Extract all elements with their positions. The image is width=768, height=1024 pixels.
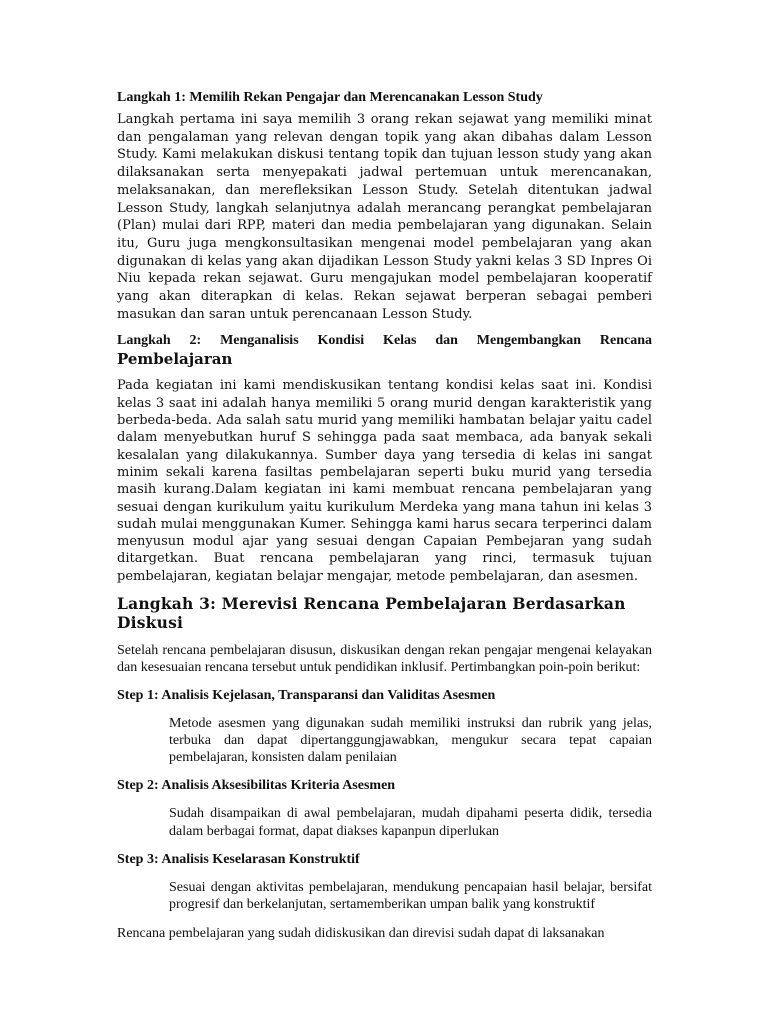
langkah-3-heading: Langkah 3: Merevisi Rencana Pembelajaran Berdasarkan Diskusi <box>117 594 626 632</box>
step-3-paragraph: Sesuai dengan aktivitas pembelajaran, mendukung pencapaian hasil belajar, bersifat progresif dan berkelanjutan, sertamemberikan umpan balik yang konstruktif <box>169 880 652 913</box>
document-body <box>117 88 652 942</box>
langkah-2-paragraph: Pada kegiatan ini kami mendiskusikan tentang kondisi kelas saat ini. Kondisi kelas 3 saat ini adalah hanya memiliki 5 orang murid dengan karakteristik yang berbeda-beda. Ada salah satu murid yang memiliki hambatan belajar yaitu cadel dalam menyebutkan huruf S sehingga pada saat membaca, ada banyak sekali kesalalan yang dilakukannya. Sumber daya yang tersedia di kelas ini sangat minim sekali karena fasiltas pembelajaran seperti buku murid yang tersedia masih kurang.Dalam kegiatan ini kami membuat rencana pembelajaran yang sesuai dengan kurikulum yaitu kurikulum Merdeka yang mana tahun ini kelas 3 sudah mulai menggunakan Kumer. Sehingga kami harus secara terperinci dalam menyusun modul ajar yang sesuai dengan Capaian Pembejaran yang sudah ditargetkan. Buat rencana pembelajaran yang rinci, termasuk tujuan pembelajaran, kegiatan belajar mengajar, metode pembelajaran, dan asesmen. <box>117 378 652 584</box>
closing-paragraph: Rencana pembelajaran yang sudah didiskusikan dan direvisi sudah dapat di laksanakan <box>117 925 605 941</box>
step-3-heading: Step 3: Analisis Keselarasan Konstruktif <box>117 852 360 868</box>
langkah-1-paragraph: Langkah pertama ini saya memilih 3 orang rekan sejawat yang memiliki minat dan pengalaman yang relevan dengan topik yang akan dibahas dalam Lesson Study. Kami melakukan diskusi tentang topik dan tujuan lesson study yang akan dilaksanakan serta menyepakati jadwal pertemuan untuk merencanakan, melaksanakan, dan merefleksikan Lesson Study. Setelah ditentukan jadwal Lesson Study, langkah selanjutnya adalah merancang perangkat pembelajaran (Plan) mulai dari RPP, materi dan media pembelajaran yang digunakan. Selain itu, Guru juga mengkonsultasikan mengenai model pembelajaran yang akan digunakan di kelas yang akan dijadikan Lesson Study yakni kelas 3 SD Inpres Oi Niu kepada rekan sejawat. Guru mengajukan model pembelajaran kooperatif yang akan diterapkan di kelas. Rekan sejawat berperan sebagai pemberi masukan dan saran untuk perencanaan Lesson Study. <box>117 112 652 322</box>
step-2-heading: Step 2: Analisis Aksesibilitas Kriteria Asesmen <box>117 778 396 794</box>
step-1-heading: Step 1: Analisis Kejelasan, Transparansi dan Validitas Asesmen <box>117 687 496 703</box>
langkah-2-heading-continuation: Pembelajaran <box>117 350 233 369</box>
langkah-1-heading: Langkah 1: Memilih Rekan Pengajar dan Merencanakan Lesson Study <box>117 90 543 105</box>
step-1-paragraph: Metode asesmen yang digunakan sudah memiliki instruksi dan rubrik yang jelas, terbuka dan dapat dipertanggungjawabkan, mengukur secara tepat capaian pembelajaran, konsisten dalam penilaian <box>169 715 652 766</box>
langkah-2-heading: Langkah 2: Menganalisis Kondisi Kelas dan Mengembangkan Rencana <box>117 333 652 349</box>
step-2-paragraph: Sudah disampaikan di awal pembelajaran, mudah dipahami peserta didik, tersedia dalam berbagai format, dapat diakses kapanpun diperlukan <box>169 806 652 839</box>
langkah-3-paragraph: Setelah rencana pembelajaran disusun, diskusikan dengan rekan pengajar mengenai kelayakan dan kesesuaian rencana tersebut untuk pendidikan inklusif. Pertimbangkan poin-poin berikut: <box>117 643 652 676</box>
